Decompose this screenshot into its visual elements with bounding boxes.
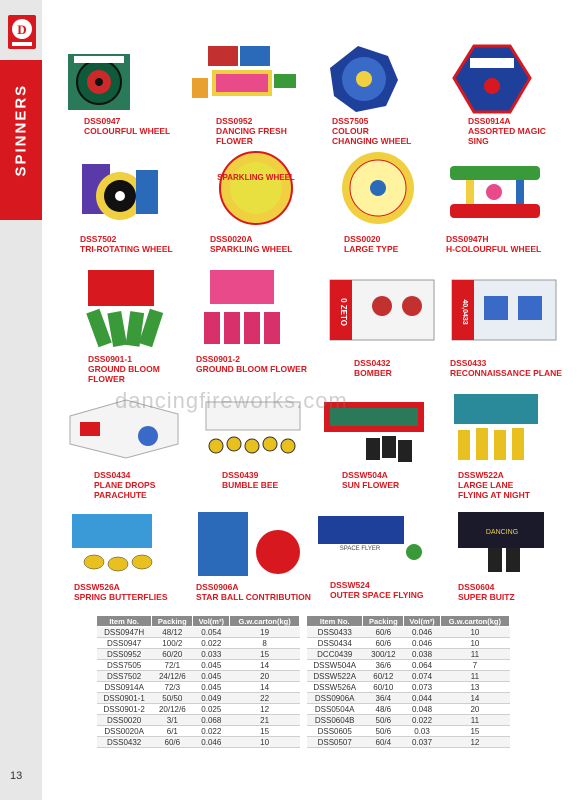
table-cell: 12 bbox=[230, 704, 300, 715]
product-image bbox=[68, 50, 186, 120]
table-cell: 0.037 bbox=[404, 737, 441, 748]
table-cell: 72/3 bbox=[152, 682, 193, 693]
table-cell: 60/20 bbox=[152, 649, 193, 660]
table-row bbox=[97, 671, 300, 682]
table-cell: 22 bbox=[230, 693, 300, 704]
product-code: DSS7505 bbox=[332, 116, 369, 126]
table-row bbox=[307, 704, 510, 715]
table-cell: DCC0439 bbox=[307, 649, 363, 660]
table-cell: 60/4 bbox=[363, 737, 404, 748]
product-name: PLANE DROPS PARACHUTE bbox=[94, 480, 156, 500]
product-image bbox=[326, 44, 444, 114]
table-cell: DSS0504A bbox=[307, 704, 363, 715]
product-image bbox=[450, 44, 568, 114]
table-cell: 0.044 bbox=[404, 693, 441, 704]
svg-text:D: D bbox=[17, 22, 27, 37]
product-image bbox=[326, 276, 444, 346]
table-cell: 10 bbox=[440, 638, 509, 649]
table-cell: DSS7502 bbox=[97, 671, 152, 682]
table-cell: DSS0020 bbox=[97, 715, 152, 726]
table-row bbox=[307, 726, 510, 737]
table-cell: 50/50 bbox=[152, 693, 193, 704]
product-image bbox=[210, 150, 328, 230]
table-cell: 0.064 bbox=[404, 660, 441, 671]
table-row bbox=[97, 693, 300, 704]
product-code: DSS0906A bbox=[196, 582, 239, 592]
product-name: GROUND BLOOM FLOWER bbox=[196, 364, 307, 374]
table-cell: DSS0433 bbox=[307, 627, 363, 638]
svg-text:SPACE FLYER: SPACE FLYER bbox=[339, 546, 381, 552]
table-cell: 11 bbox=[440, 715, 509, 726]
table-cell: 0.03 bbox=[404, 726, 441, 737]
table-header-row bbox=[307, 616, 510, 627]
product-image bbox=[332, 150, 450, 230]
table-cell: 60/6 bbox=[363, 638, 404, 649]
product-code: DSSW524 bbox=[330, 580, 370, 590]
table-row bbox=[307, 693, 510, 704]
product-image bbox=[448, 276, 566, 346]
table-row bbox=[307, 627, 510, 638]
table-row bbox=[97, 649, 300, 660]
table-row bbox=[307, 660, 510, 671]
table-cell: 0.045 bbox=[193, 671, 230, 682]
table-header-cell: G.w.carton(kg) bbox=[230, 616, 300, 627]
table-cell: DSS0901-2 bbox=[97, 704, 152, 715]
table-cell: 14 bbox=[230, 682, 300, 693]
product-image bbox=[86, 268, 204, 350]
table-cell: 60/6 bbox=[363, 627, 404, 638]
table-cell: 60/6 bbox=[152, 737, 193, 748]
table-cell: 0.046 bbox=[404, 627, 441, 638]
table-cell: DSS7505 bbox=[97, 660, 152, 671]
table-cell: DSSW526A bbox=[307, 682, 363, 693]
table-cell: DSSW504A bbox=[307, 660, 363, 671]
page-number: 13 bbox=[10, 770, 23, 782]
table-row bbox=[307, 649, 510, 660]
table-cell: 11 bbox=[440, 671, 509, 682]
product-code: DSS7502 bbox=[80, 234, 117, 244]
product-code: DSS0901-2 bbox=[196, 354, 240, 364]
table-cell: 0.038 bbox=[404, 649, 441, 660]
product-image bbox=[194, 508, 312, 578]
table-row bbox=[97, 638, 300, 649]
table-cell: DSSW522A bbox=[307, 671, 363, 682]
product-image bbox=[446, 160, 564, 230]
table-cell: 0.022 bbox=[193, 638, 230, 649]
product-image bbox=[196, 268, 314, 350]
table-row bbox=[307, 715, 510, 726]
product-code: DSS0020A bbox=[210, 234, 253, 244]
product-name: ASSORTED MAGIC SING bbox=[468, 126, 546, 146]
product-name: GROUND BLOOM FLOWER bbox=[88, 364, 160, 384]
table-cell: DSS0947 bbox=[97, 638, 152, 649]
table-cell: 0.068 bbox=[193, 715, 230, 726]
product-name: H-COLOURFUL WHEEL bbox=[446, 244, 542, 254]
table-cell: 8 bbox=[230, 638, 300, 649]
product-name: COLOUR CHANGING WHEEL bbox=[332, 126, 412, 146]
table-cell: 0.022 bbox=[404, 715, 441, 726]
product-name: SPARKLING WHEEL bbox=[210, 244, 293, 254]
product-code: DSS0432 bbox=[354, 358, 391, 368]
table-cell: 20/12/6 bbox=[152, 704, 193, 715]
product-code: DSS0947 bbox=[84, 116, 121, 126]
watermark: dancingfireworks.com bbox=[115, 388, 348, 413]
table-row bbox=[97, 704, 300, 715]
product-name: BUMBLE BEE bbox=[222, 480, 279, 490]
table-cell: 300/12 bbox=[363, 649, 404, 660]
table-cell: 36/6 bbox=[363, 660, 404, 671]
product-code: DSS0604 bbox=[458, 582, 495, 592]
product-name: SUPER BUITZ bbox=[458, 592, 515, 602]
table-cell: 7 bbox=[440, 660, 509, 671]
svg-text:SPARKLING WHEEL: SPARKLING WHEEL bbox=[217, 173, 295, 182]
table-row bbox=[97, 726, 300, 737]
table-cell: 50/6 bbox=[363, 726, 404, 737]
table-row bbox=[97, 627, 300, 638]
product-code: DSS0947H bbox=[446, 234, 489, 244]
table-cell: 36/4 bbox=[363, 693, 404, 704]
spec-table-right bbox=[306, 615, 510, 748]
table-cell: 100/2 bbox=[152, 638, 193, 649]
table-cell: 13 bbox=[440, 682, 509, 693]
product-name: SPRING BUTTERFLIES bbox=[74, 592, 168, 602]
table-row bbox=[97, 660, 300, 671]
table-cell: DSS0507 bbox=[307, 737, 363, 748]
product-code: DSSW504A bbox=[342, 470, 388, 480]
table-cell: 72/1 bbox=[152, 660, 193, 671]
table-row bbox=[307, 671, 510, 682]
table-cell: 15 bbox=[230, 649, 300, 660]
product-name: BOMBER bbox=[354, 368, 392, 378]
product-name: COLOURFUL WHEEL bbox=[84, 126, 171, 136]
table-cell: 15 bbox=[440, 726, 509, 737]
table-cell: DSS0434 bbox=[307, 638, 363, 649]
product-code: DSSW522A bbox=[458, 470, 504, 480]
table-cell: 24/12/6 bbox=[152, 671, 193, 682]
table-row bbox=[97, 737, 300, 748]
table-header-cell: Item No. bbox=[97, 616, 152, 627]
table-cell: 20 bbox=[230, 671, 300, 682]
table-header-cell: Vol(m³) bbox=[404, 616, 441, 627]
table-header-row bbox=[97, 616, 300, 627]
table-cell: 0.046 bbox=[404, 638, 441, 649]
table-cell: 21 bbox=[230, 715, 300, 726]
table-cell: 0.054 bbox=[193, 627, 230, 638]
table-cell: 60/10 bbox=[363, 682, 404, 693]
table-cell: 0.049 bbox=[193, 693, 230, 704]
table-cell: 3/1 bbox=[152, 715, 193, 726]
product-name: RECONNAISSANCE PLANE bbox=[450, 368, 562, 378]
table-cell: 0.045 bbox=[193, 682, 230, 693]
table-cell: 60/12 bbox=[363, 671, 404, 682]
table-cell: DSS0604B bbox=[307, 715, 363, 726]
table-row bbox=[97, 682, 300, 693]
product-name: LARGE TYPE bbox=[344, 244, 399, 254]
table-cell: 48/12 bbox=[152, 627, 193, 638]
table-cell: 0.025 bbox=[193, 704, 230, 715]
table-cell: 14 bbox=[230, 660, 300, 671]
table-cell: DSS0432 bbox=[97, 737, 152, 748]
sidebar bbox=[0, 0, 42, 800]
table-row bbox=[97, 715, 300, 726]
product-code: DSS0439 bbox=[222, 470, 259, 480]
product-image bbox=[80, 160, 198, 230]
table-cell: DSS0605 bbox=[307, 726, 363, 737]
table-header-cell: Vol(m³) bbox=[193, 616, 230, 627]
dancing-logo-icon bbox=[7, 14, 37, 50]
table-row bbox=[307, 638, 510, 649]
table-header-cell: Packing bbox=[152, 616, 193, 627]
table-cell: 0.046 bbox=[193, 737, 230, 748]
spec-table-left bbox=[96, 615, 300, 748]
product-code: DSS0901-1 bbox=[88, 354, 132, 364]
product-code: DSSW526A bbox=[74, 582, 120, 592]
table-cell: 19 bbox=[230, 627, 300, 638]
product-name: DANCING FRESH FLOWER bbox=[216, 126, 287, 146]
svg-text:0 ZETO: 0 ZETO bbox=[339, 298, 348, 326]
table-header-cell: Item No. bbox=[307, 616, 363, 627]
category-title bbox=[13, 141, 30, 177]
table-cell: 0.073 bbox=[404, 682, 441, 693]
svg-text:DANCING: DANCING bbox=[485, 529, 519, 536]
table-cell: DSS0901-1 bbox=[97, 693, 152, 704]
product-name: LARGE LANE FLYING AT NIGHT bbox=[458, 480, 530, 500]
product-image bbox=[70, 508, 188, 578]
table-cell: 11 bbox=[440, 649, 509, 660]
product-name: TRI-ROTATING WHEEL bbox=[80, 244, 173, 254]
table-cell: 0.048 bbox=[404, 704, 441, 715]
product-code: DSS0914A bbox=[468, 116, 511, 126]
table-row bbox=[307, 682, 510, 693]
table-cell: DSS0020A bbox=[97, 726, 152, 737]
table-row bbox=[307, 737, 510, 748]
table-cell: 48/6 bbox=[363, 704, 404, 715]
table-cell: 6/1 bbox=[152, 726, 193, 737]
product-code: DSS0952 bbox=[216, 116, 253, 126]
table-cell: DSS0947H bbox=[97, 627, 152, 638]
product-image bbox=[452, 392, 570, 462]
table-cell: 20 bbox=[440, 704, 509, 715]
table-cell: DSS0952 bbox=[97, 649, 152, 660]
product-image bbox=[316, 512, 434, 572]
table-cell: 0.074 bbox=[404, 671, 441, 682]
table-cell: 0.022 bbox=[193, 726, 230, 737]
product-code: DSS0020 bbox=[344, 234, 381, 244]
product-image bbox=[190, 44, 308, 110]
table-header-cell: Packing bbox=[363, 616, 404, 627]
svg-text:40,0433: 40,0433 bbox=[461, 299, 468, 325]
product-code: DSS0433 bbox=[450, 358, 487, 368]
table-cell: 14 bbox=[440, 693, 509, 704]
product-image bbox=[454, 508, 572, 578]
table-cell: 12 bbox=[440, 737, 509, 748]
table-cell: 10 bbox=[230, 737, 300, 748]
product-name: SUN FLOWER bbox=[342, 480, 400, 490]
table-cell: DSS0906A bbox=[307, 693, 363, 704]
product-name: STAR BALL CONTRIBUTION bbox=[196, 592, 311, 602]
table-cell: DSS0914A bbox=[97, 682, 152, 693]
table-cell: 15 bbox=[230, 726, 300, 737]
table-cell: 10 bbox=[440, 627, 509, 638]
table-cell: 0.033 bbox=[193, 649, 230, 660]
table-cell: 50/6 bbox=[363, 715, 404, 726]
table-header-cell: G.w.carton(kg) bbox=[440, 616, 509, 627]
product-code: DSS0434 bbox=[94, 470, 131, 480]
product-name: OUTER SPACE FLYING bbox=[330, 590, 424, 600]
table-cell: 0.045 bbox=[193, 660, 230, 671]
